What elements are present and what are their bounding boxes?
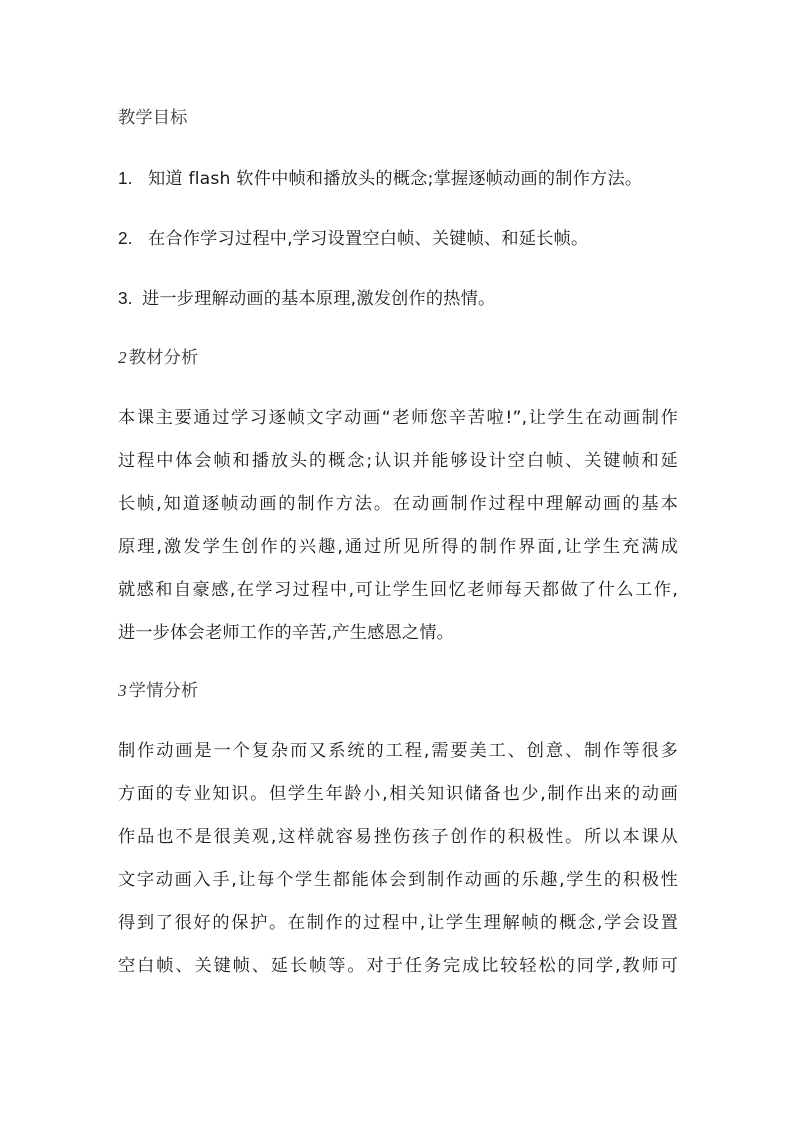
paragraph-line: 就感和自豪感,在学习过程中,可让学生回忆老师每天都做了什么工作, [118, 580, 678, 600]
paragraph-line: 方面的专业知识。但学生年龄小,相关知识储备也少,制作出来的动画 [118, 784, 678, 804]
paragraph-line: 作品也不是很美观,这样就容易挫伤孩子创作的积极性。所以本课从 [118, 827, 678, 847]
section-number: 3 [118, 681, 127, 700]
goal-item-1 [118, 166, 642, 191]
goal-item-text: 知道 flash 软件中帧和播放头的概念;掌握逐帧动画的制作方法。 [148, 169, 643, 189]
goal-item-number: 2. [118, 228, 133, 248]
paragraph-line: 过程中体会帧和播放头的概念;认识并能够设计空白帧、关键帧和延 [118, 451, 678, 471]
paragraph-line: 文字动画入手,让每个学生都能体会到制作动画的乐趣,学生的积极性 [118, 870, 678, 890]
paragraph-line: 得到了很好的保护。在制作的过程中,让学生理解帧的概念,学会设置 [118, 913, 678, 933]
section-title-textbook-analysis: 2 教材分析 [118, 348, 199, 368]
section-title-teaching-goals: 教学目标 [118, 108, 188, 128]
section-title-learner-analysis: 3 学情分析 [118, 681, 199, 701]
goal-item-number: 1. [118, 168, 133, 188]
goal-item-3 [118, 286, 495, 311]
paragraph-line: 制作动画是一个复杂而又系统的工程,需要美工、创意、制作等很多 [118, 741, 678, 761]
goal-item-2 [118, 226, 588, 251]
paragraph-line: 空白帧、关键帧、延长帧等。对于任务完成比较轻松的同学,教师可 [118, 956, 678, 976]
paragraph-line: 长帧,知道逐帧动画的制作方法。在动画制作过程中理解动画的基本 [118, 494, 678, 514]
paragraph-line: 原理,激发学生创作的兴趣,通过所见所得的制作界面,让学生充满成 [118, 537, 678, 557]
paragraph-line: 本课主要通过学习逐帧文字动画“老师您辛苦啦!”,让学生在动画制作 [118, 408, 678, 428]
section-number: 2 [118, 348, 127, 367]
goal-item-number: 3. [118, 288, 133, 308]
goal-item-text: 进一步理解动画的基本原理,激发创作的热情。 [142, 289, 496, 309]
paragraph-line: 进一步体会老师工作的辛苦,产生感恩之情。 [118, 623, 455, 643]
goal-item-text: 在合作学习过程中,学习设置空白帧、关键帧、和延长帧。 [148, 229, 589, 249]
